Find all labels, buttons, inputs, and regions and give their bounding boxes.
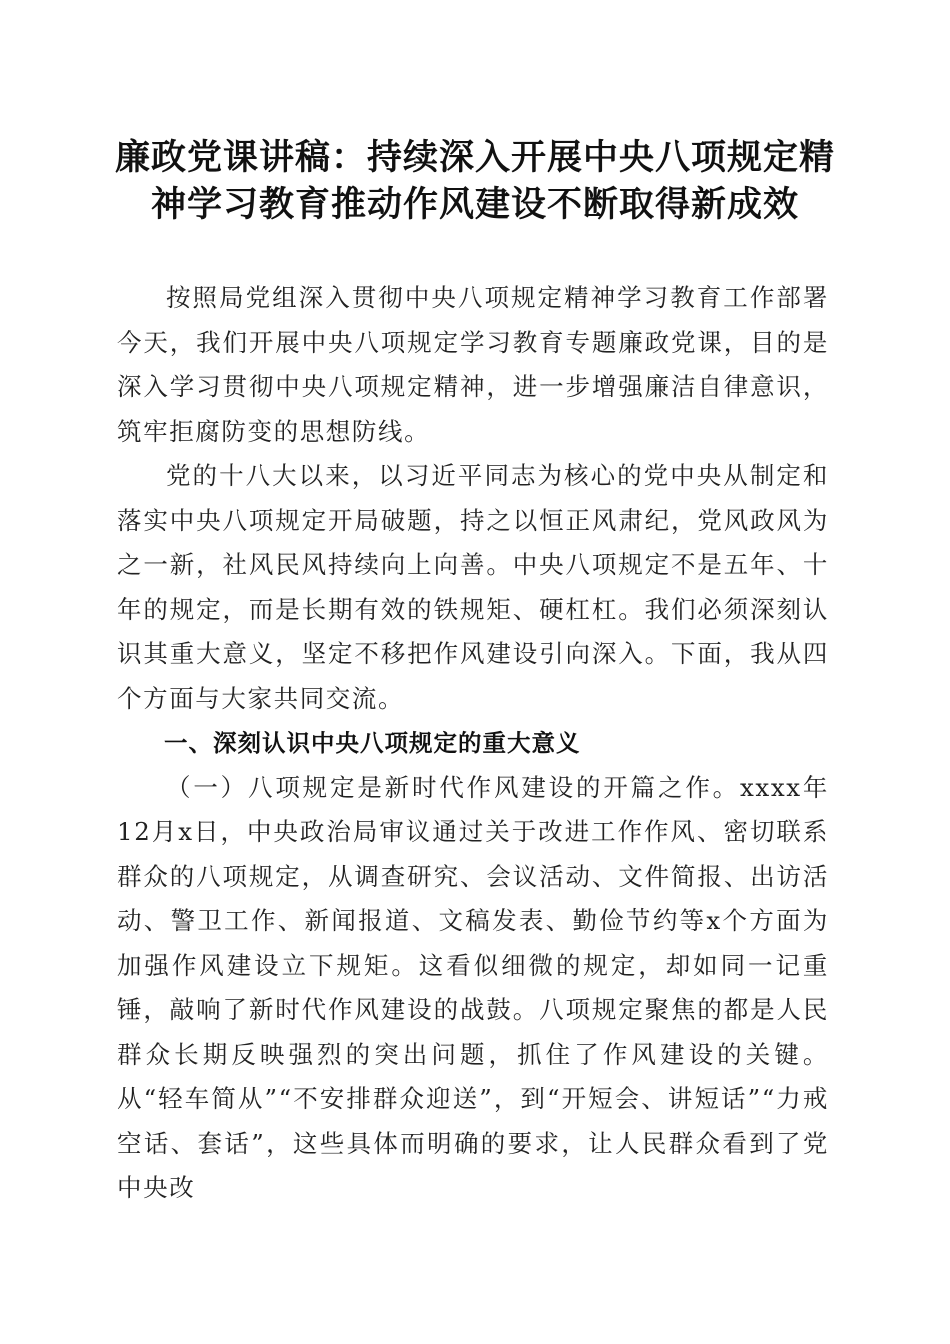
background-paragraph: 党的十八大以来，以习近平同志为核心的党中央从制定和落实中央八项规定开局破题，持之以恒正风肃纪，党风政风为之一新，社风民风持续向上向善。中央八项规定不是五年、十年的规定，而是长期有效的铁规矩、硬杠杠。我们必须深刻认识其重大意义，坚定不移把作风建设引向深入。下面，我从四个方面与大家共同交流。 [117, 461, 829, 713]
title-line-1: 廉政党课讲稿：持续深入开展中央八项规定精 [114, 137, 835, 178]
intro-paragraph: 按照局党组深入贯彻中央八项规定精神学习教育工作部署今天，我们开展中央八项规定学习教育专题廉政党课，目的是深入学习贯彻中央八项规定精神，进一步增强廉洁自律意识，筑牢拒腐防变的思想防线。 [117, 283, 829, 446]
section-heading: 一、深刻认识中央八项规定的重大意义 [164, 729, 581, 757]
document-title [100, 134, 850, 228]
document-body [117, 276, 829, 1211]
title-line-2: 神学习教育推动作风建设不断取得新成效 [150, 184, 799, 225]
section-paragraph: （一）八项规定是新时代作风建设的开篇之作。xxxx年12月x日，中央政治局审议通过关于改进工作作风、密切联系群众的八项规定，从调查研究、会议活动、文件简报、出访活动、警卫工作、新闻报道、文稿发表、勤俭节约等x个方面为加强作风建设立下规矩。这看似细微的规定，却如同一记重锤，敲响了新时代作风建设的战鼓。八项规定聚焦的都是人民群众长期反映强烈的突出问题，抓住了作风建设的关键。从“轻车简从”“不安排群众迎送”，到“开短会、讲短话”“力戒空话、套话”，这些具体而明确的要求，让人民群众看到了党中央改 [117, 772, 829, 1202]
